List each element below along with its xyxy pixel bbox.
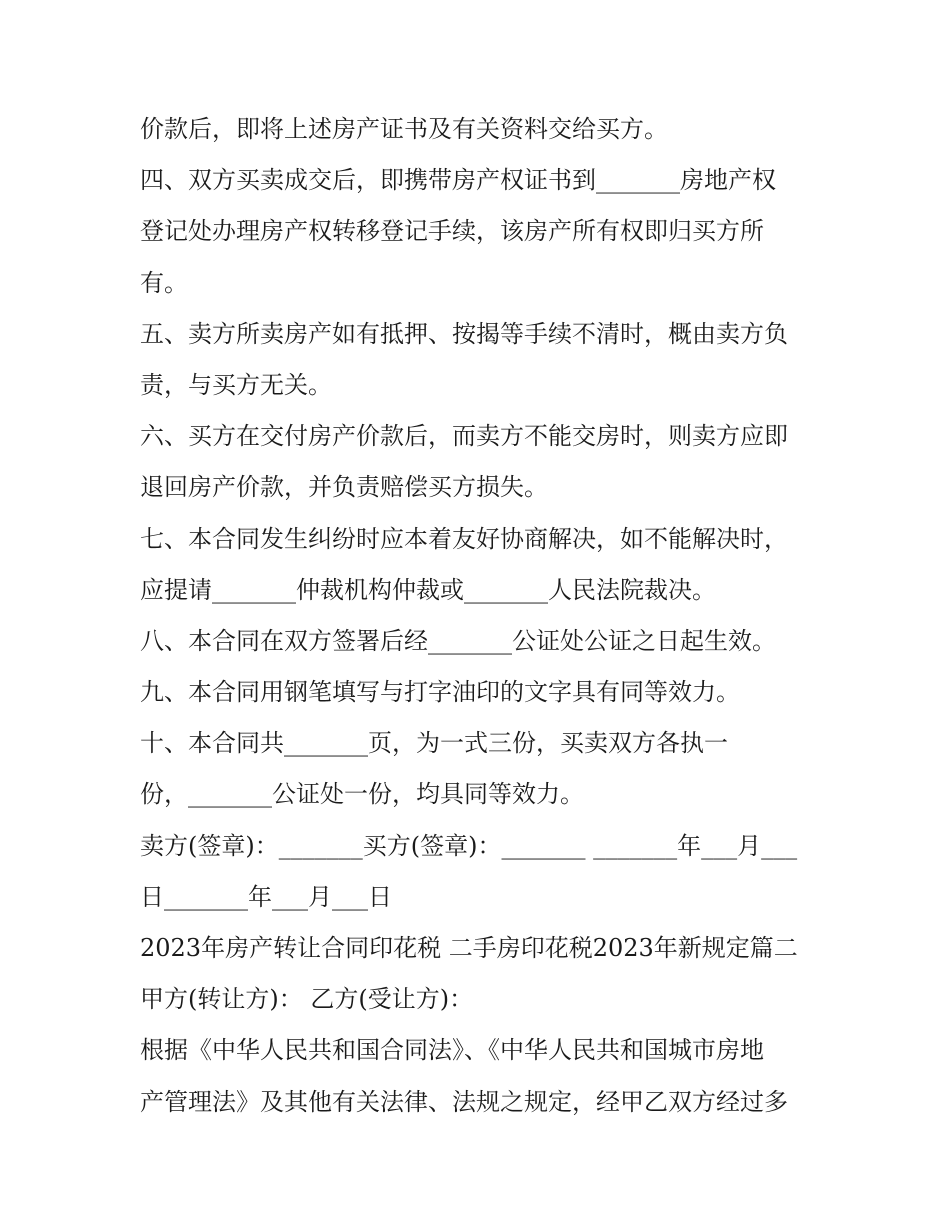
date-line: 日_______年___月___日 — [140, 882, 392, 911]
text-line: 责，与买方无关。 — [140, 370, 332, 399]
text-line: 五、卖方所卖房产如有抵押、按揭等手续不清时，概由卖方负 — [140, 319, 788, 348]
text-line: 价款后，即将上述房产证书及有关资料交给买方。 — [140, 115, 668, 143]
text-line: 有。 — [140, 268, 188, 297]
text-line: 份，_______公证处一份，均具同等效力。 — [140, 780, 584, 809]
text-line: 七、本合同发生纠纷时应本着友好协商解决，如不能解决时， — [140, 524, 788, 553]
text-line: 根据《中华人民共和国合同法》、《中华人民共和国城市房地 — [140, 1036, 764, 1065]
signature-line: 卖方(签章)：_______买方(签章)：_______ _______年___月___ — [140, 831, 798, 860]
text-line: 十、本合同共_______页，为一式三份，买卖双方各执一 — [140, 729, 728, 758]
text-line: 九、本合同用钢笔填写与打字油印的文字具有同等效力。 — [140, 678, 740, 707]
text-line: 登记处办理房产权转移登记手续，该房产所有权即归买方所 — [140, 217, 764, 246]
document-body — [140, 104, 830, 1128]
text-line: 八、本合同在双方签署后经_______公证处公证之日起生效。 — [140, 626, 776, 655]
parties-line: 甲方(转让方)： 乙方(受让方)： — [140, 985, 474, 1014]
text-line: 应提请_______仲裁机构仲裁或_______人民法院裁决。 — [140, 575, 716, 604]
text-line: 六、买方在交付房产价款后，而卖方不能交房时，则卖方应即 — [140, 422, 788, 451]
section-heading: 2023年房产转让合同印花税 二手房印花税2023年新规定篇二 — [140, 934, 798, 962]
text-line: 四、双方买卖成交后，即携带房产权证书到_______房地产权 — [140, 166, 776, 195]
text-line: 产管理法》及其他有关法律、法规之规定，经甲乙双方经过多 — [140, 1087, 788, 1116]
text-line: 退回房产价款，并负责赔偿买方损失。 — [140, 473, 548, 502]
